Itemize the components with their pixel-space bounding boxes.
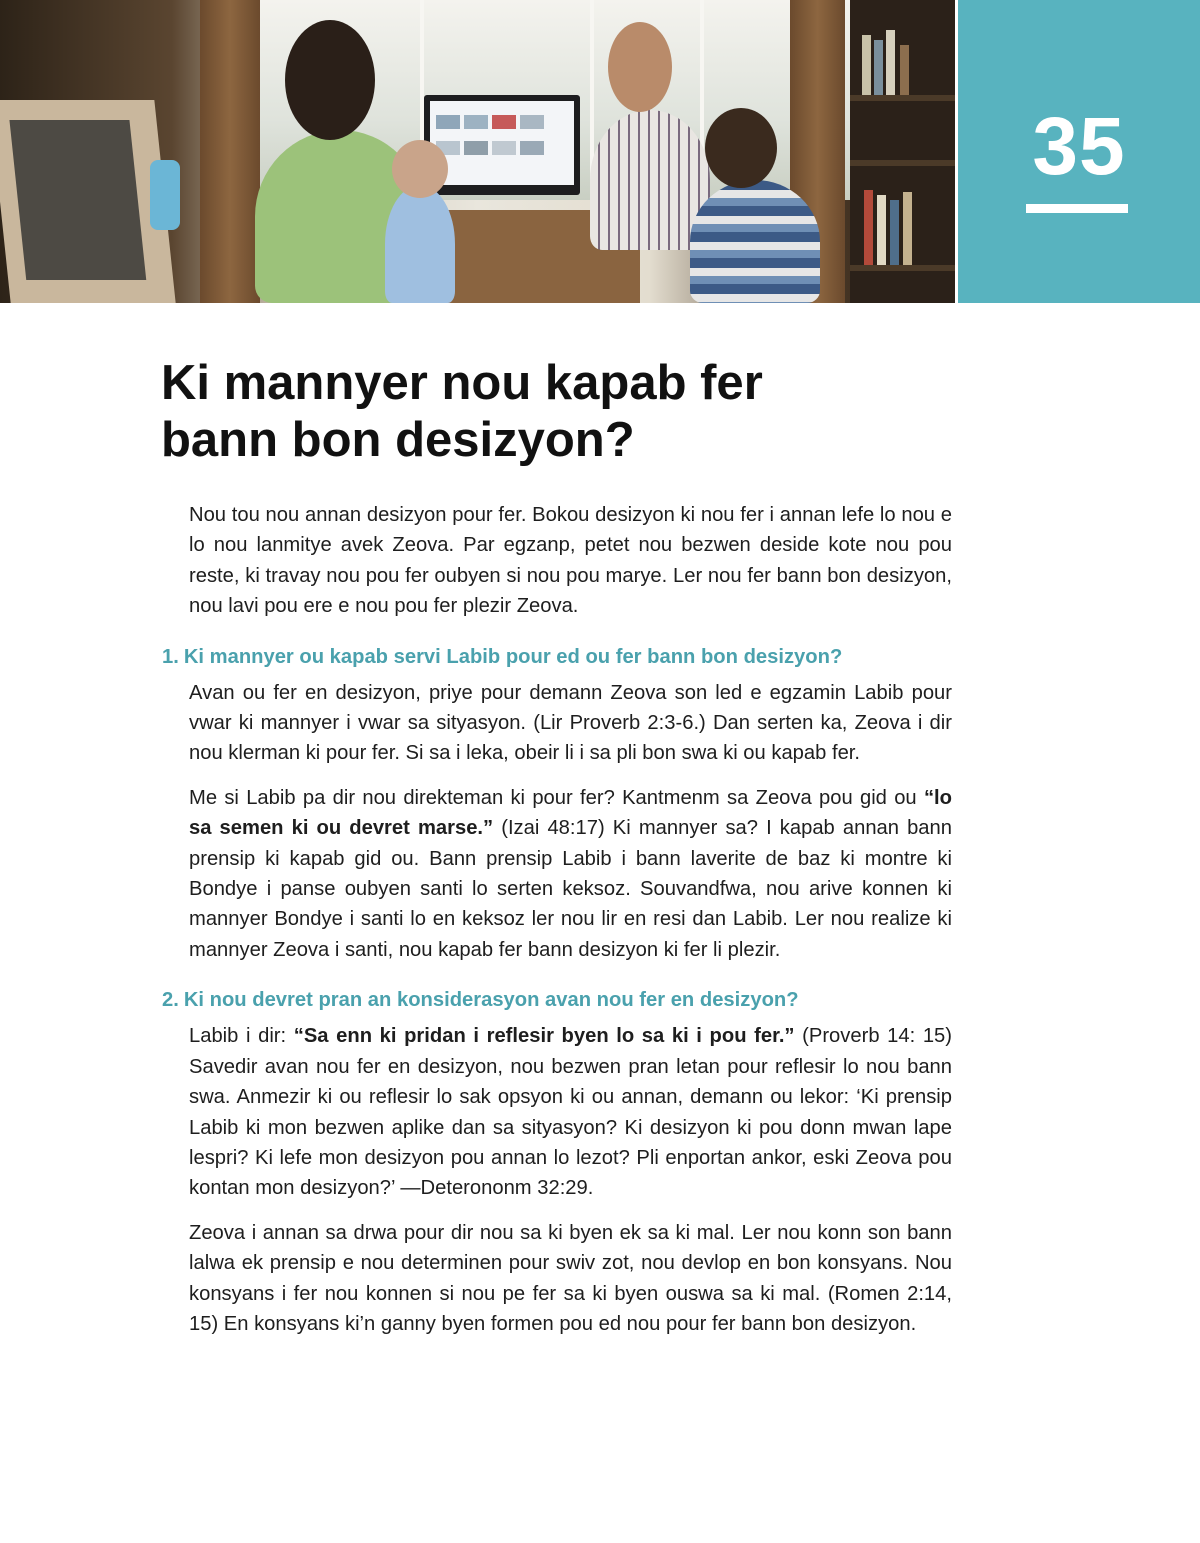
article-body xyxy=(162,500,952,1353)
section-1-paragraph-2-text-a: Me si Labib pa dir nou direkteman ki pour fer? Kantmenm sa Zeova pou gid ou xyxy=(189,786,924,809)
baby-figure xyxy=(385,185,455,303)
chapter-number: 35 xyxy=(1032,101,1126,192)
boy-figure xyxy=(690,180,820,303)
scripture-quote: “lo sa semen ki ou devret marse.” xyxy=(189,786,952,840)
section-2-question xyxy=(162,985,952,1015)
section-1-paragraph-2-text-b: (Izai 48:17) Ki mannyer sa? I kapab annan bann prensip ki kapab gid ou. Bann prensip Labib i bann laverite de baz ki montre ki Bondye i panse oubyen santi lo serten keksoz. Souvandfwa, nou arive konnen ki mannyer Bondye i santi lo en keksoz ler nou lir en resi dan Labib. Ler nou realize ki mannyer Zeova i santi, nou kapab fer bann desizyon ki fer li plezir. xyxy=(189,817,952,961)
family-at-computer-photo xyxy=(0,0,955,303)
section-1-paragraph-2 xyxy=(189,783,952,965)
section-1-number: 1. xyxy=(162,645,179,668)
section-2-number: 2. xyxy=(162,989,179,1012)
computer-monitor xyxy=(424,95,580,195)
section-1-question-text: Ki mannyer ou kapab servi Labib pour ed ou fer bann bon desizyon? xyxy=(183,645,843,668)
section-1-paragraph-1: Avan ou fer en desizyon, priye pour demann Zeova son led e egzamin Labib pour vwar ki mannyer i vwar sa sityasyon. (Lir Proverb 2:3-6.) Dan serten ka, Zeova i dir nou klerman ki pour fer. Si sa i leka, obeir li i sa pli bon swa ki ou kapab fer. xyxy=(189,681,952,765)
curtain xyxy=(200,0,260,303)
chapter-tab xyxy=(958,0,1200,303)
section-2-paragraph-1 xyxy=(189,1021,952,1203)
page-title xyxy=(161,355,961,469)
section-1-question xyxy=(162,642,952,672)
title-line-1: Ki mannyer nou kapab fer xyxy=(161,356,763,410)
boy-head xyxy=(705,108,777,188)
section-2-paragraph-1-text-b: (Proverb 14: 15) Savedir avan nou fer en desizyon, nou bezwen pran letan pour reflesir lo nou bann swa. Anmezir ki ou reflesir lo sak opsyon ki ou annan, demann ou lekor: ‘Ki prensip Labib ki mon bezwen aplike dan sa sityasyon? Ki desizyon ki pou donn mwan lape lespri? Ki lefe mon desizyon pou annan lo lezot? Pli enportan ankor, eski Zeova pou kontan mon desizyon?’ —Deteronon​m 32:29. xyxy=(189,1025,953,1200)
baby-head xyxy=(392,140,448,198)
mother-head xyxy=(285,20,375,140)
bookshelf xyxy=(850,0,955,303)
section-2-paragraph-1-text-a: Labib i dir: xyxy=(189,1025,294,1048)
chapter-underline xyxy=(1026,204,1128,213)
section-2-paragraph-2: Zeova i annan sa drwa pour dir nou sa ki byen ek sa ki mal. Ler nou konn son bann lalwa ek prensip e nou determinen pour swiv zot, nou devlop en bon konsyans. Nou konsyans i fer nou konnen si nou pe fer sa ki byen ouswa sa ki mal. (Romen 2:14, 15) En konsyans ki’n ganny byen formen pou ed nou pour fer bann bon desizyon. xyxy=(189,1221,952,1335)
father-head xyxy=(608,22,672,112)
section-2-question-text: Ki nou devret pran an konsiderasyon avan nou fer en desizyon? xyxy=(183,989,799,1012)
title-line-2: bann bon desizyon? xyxy=(161,413,635,467)
scripture-quote: “Sa enn ki pridan i reflesir byen lo sa ki i pou fer.” xyxy=(293,1025,795,1048)
baby-bottle xyxy=(150,160,180,230)
intro-paragraph: Nou tou nou annan desizyon pour fer. Bokou desizyon ki nou fer i annan lefe lo nou e lo nou lanmitye avek Zeova. Par egzanp, petet nou bezwen deside kote nou pou reste, ki travay nou pou fer oubyen si nou pou marye. Ler nou fer bann bon desizyon, nou lavi pou ere e nou pou fer plezir Zeova. xyxy=(189,504,952,618)
